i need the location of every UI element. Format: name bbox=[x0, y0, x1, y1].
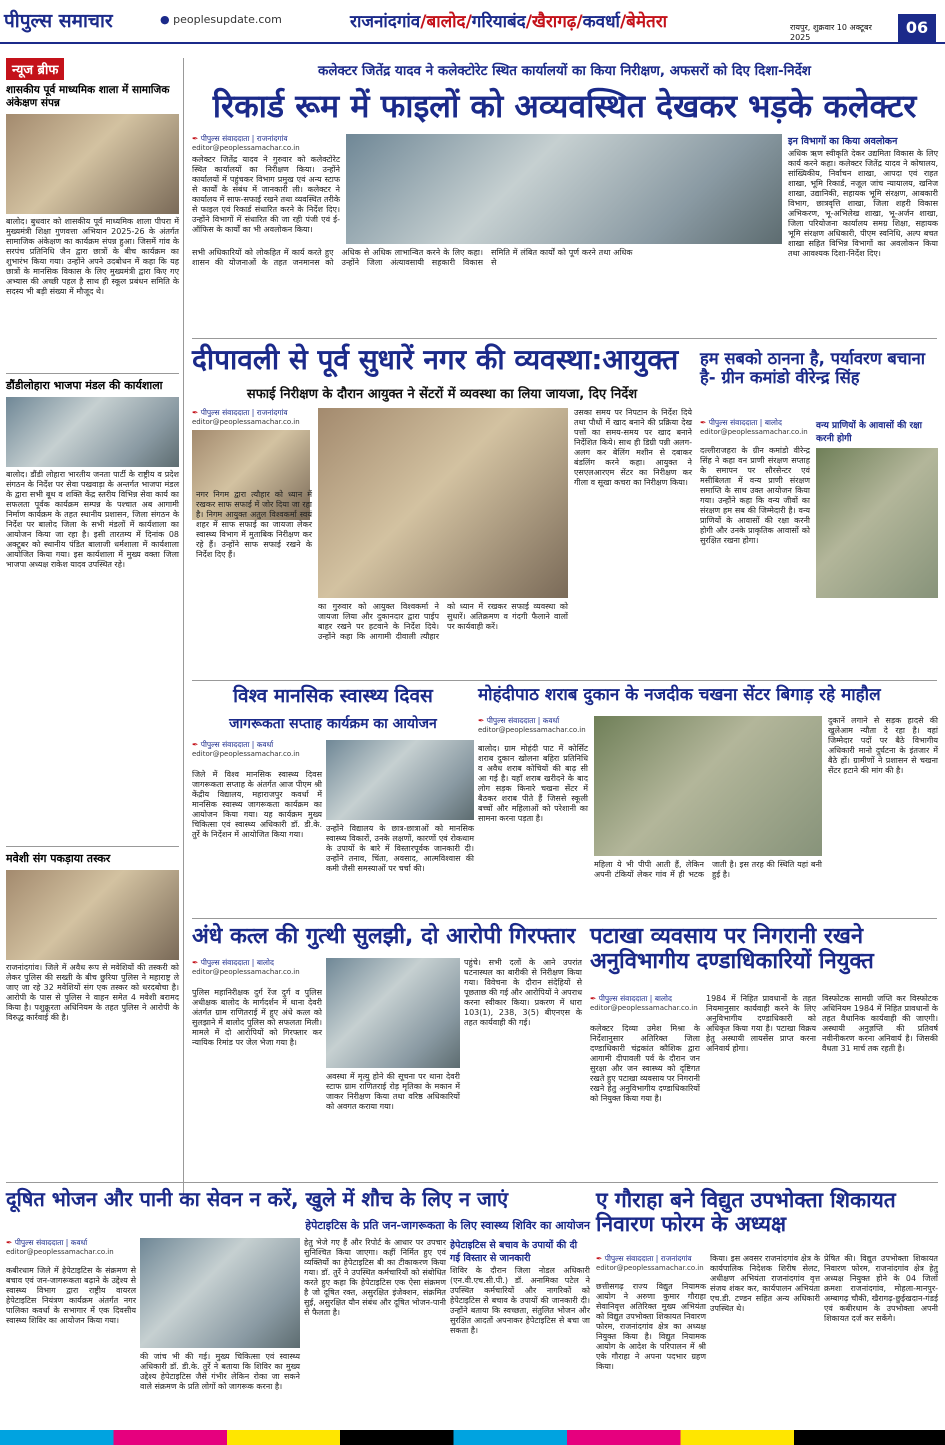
story8-email: editor@peoplessamachar.co.in bbox=[6, 1248, 114, 1256]
story1-side bbox=[788, 134, 938, 334]
district-list: राजनांदगांव/बालोद/गरियाबंद/खैरागढ़/कवर्धा/बेमेतरा bbox=[350, 12, 668, 32]
story5-body: बालोद। ग्राम मोहंदी पाट में कोर्सिट शराब दुकान खोलना बहिरा प्रतिनिधि व अवैध शराब कोचियों की बाढ़ सी आ गई है। यहाँ शराब खरीदने के बाद लोग सड़क किनारे चखना सेंटर में बैठकर शराब पीते हैं जिससे स्कूली बच्चों और महिलाओं को परेशानी का सामना करना पड़ता है। bbox=[478, 744, 588, 823]
brief-1-photo bbox=[6, 114, 179, 214]
story8-photo bbox=[140, 1238, 300, 1348]
story2-email: editor@peoplessamachar.co.in bbox=[192, 418, 300, 426]
story2-caption: का गुरुवार को आयुक्त विश्वकर्मा ने जायजा लिया और दुकानदार द्वारा पाईप बाहर रखने पर हटवाने के निर्देश दिये। उन्होंने कहा कि आगामी दीवाली त्यौहार को ध्यान में रखकर सफाई व्यवस्था को सुधारें। अतिक्रमण व गंदगी फैलाने वालों पर कार्यवाही करें। bbox=[318, 602, 568, 641]
story5-side: दुकानें लगाने से सड़क हादसे की खुलेआम न्यौता दे रहा है। वहां जिम्मेदार पदों पर बैठे विभागीय अधिकारी मानो दुर्घटना के इंतजार में बैठे हों। ग्रामीणों ने प्रशासन से चखना सेंटर हटाने की मांग की है। bbox=[828, 716, 938, 775]
story4-body2: उन्होंने विद्यालय के छात्र-छात्राओं को मानसिक स्वास्थ्य विकारों, उनके लक्षणों, कारणों एवं रोकथाम के उपायों के बारे में विस्तारपूर्वक जानकारी दी। उन्होंने तनाव, चिंता, अवसाद, आत्मविश्वास की कमी जैसी समस्याओं पर चर्चा की। bbox=[326, 824, 474, 873]
story3-side bbox=[816, 418, 938, 678]
story4-headline[interactable]: विश्व मानसिक स्वास्थ्य दिवस bbox=[233, 685, 433, 707]
story2-body2: उसका समय पर निपटान के निर्देश दिये तथा पौधों में खाद बनाने की प्रक्रिया देख पत्तों का समय-समय पर खाद बनाने निर्देशित किये। साथ ही डिग्री पन्नी अलग-अलग कर बेलिंग मशीन से दबाकर बंडलिंग करने कहा। आयुक्त ने एसएलआरएम सेंटर का निरीक्षण कर गीला व सूखा कचरा का निरीक्षण किया। bbox=[574, 408, 692, 487]
district-balod: बालोद bbox=[426, 12, 466, 32]
story9-email: editor@peoplessamachar.co.in bbox=[596, 1264, 704, 1272]
story7-headline[interactable]: पटाखा व्यवसाय पर निगरानी रखने अनुविभागीय दण्डाधिकारियों नियुक्त bbox=[590, 924, 874, 975]
story5-email: editor@peoplessamachar.co.in bbox=[478, 726, 586, 734]
story1-headline[interactable]: रिकार्ड रूम में फाइलों को अव्यवस्थित देखकर भड़के कलेक्टर bbox=[212, 87, 917, 125]
story3-byline-block bbox=[700, 418, 810, 442]
story2-headline[interactable]: दीपावली से पूर्व सुधारें नगर की व्यवस्था:आयुक्त bbox=[192, 343, 679, 376]
district-bemetara: बेमेतरा bbox=[626, 12, 668, 32]
story6-headline[interactable]: अंधे कत्ल की गुत्थी सुलझी, दो आरोपी गिरफ्तार bbox=[192, 924, 576, 949]
story2-photo bbox=[318, 408, 568, 598]
story1-kicker: कलेक्टर जितेंद्र यादव ने कलेक्टोरेट स्थित कार्यालयों का किया निरीक्षण, अफसरों को दिए दिशा-निर्देश bbox=[318, 63, 811, 79]
story4-email: editor@peoplessamachar.co.in bbox=[192, 750, 300, 758]
story3-body: दल्लीराजहरा के ग्रीन कमांडो वीरेन्द्र सिंह ने कहा वन प्राणी संरक्षण सप्ताह के समापन पर सौरसेन्टर एवं मसीबिलता में वन्य प्राणी संरक्षण समाप्ति के साथ उक्त आयोजन किया गया। उन्होंने कहा कि वन्य जीवों का संरक्षण हम सब की जिम्मेदारी है। वन्य प्राणियों के आवासों की रक्षा करनी होगी और उनके प्राकृतिक आवासों को सुरक्षित रखना होगा। bbox=[700, 446, 810, 545]
story2-body1: नगर निगम द्वारा त्यौहार को ध्यान में रखकर साफ सफाई में जोर दिया जा रहा है। निगम आयुक्त अतुल विश्वकर्मा स्वयं शहर में साफ सफाई का जायजा लेकर स्वास्थ्य विभाग में मुताबिक निरीक्षण कर रहे हैं। उन्होंने साफ सफाई रखने के निर्देश दिए हैं। bbox=[196, 490, 312, 559]
story4-byline: ✒ पीपुल्स संवाददाता | कवर्धा bbox=[192, 740, 274, 749]
story8-byline-block bbox=[6, 1238, 136, 1264]
story8-subhead: हेपेटाइटिस के प्रति जन-जागरूकता के लिए स्वास्थ्य शिविर का आयोजन bbox=[305, 1219, 590, 1232]
story7-body2: 1984 में निहित प्रावधानों के तहत नियमानुसार कार्यवाही करने के लिए अनुविभागीय दण्डाधिकारी को अधिकृत किया गया है। पटाखा विक्रय हेतु अस्थायी लायसेंस प्राप्त करना अनिवार्य होगा। bbox=[706, 994, 816, 1053]
story1-byline: ✒ पीपुल्स संवाददाता | राजनांदगांव bbox=[192, 134, 288, 143]
story1-side-body: अधिक ऋण स्वीकृति देकर उद्यमिता विकास के लिए कार्य करने कहा। कलेक्टर जितेंद्र यादव ने कोषालय, सांख्यिकीय, निर्वाचन शाखा, आपदा एवं राहत शाखा, भूमि रिकार्ड, नजूल जांच न्यायालय, खनिज शाखा, उद्यानिकी, सहायक भूमि संरक्षण, आबकारी विभाग, छात्रवृत्ति शाखा, जिला शहरी विकास अभिकरण, भू-अभिलेख शाखा, भू-अर्जन शाखा, जिला परियोजना कार्यालय समग्र शिक्षा, सहायक भूमि संरक्षण अधिकारी, पीएम स्वनिधि, अल्प बचत शाखा सहित विभिन्न विभागों का अवलोकन किया तथा आवश्यक दिशा-निर्देश दिए। bbox=[788, 149, 938, 258]
brief-1-headline[interactable]: शासकीय पूर्व माध्यमिक शाला में सामाजिक अंकेक्षण संपन्न bbox=[6, 84, 170, 109]
story2-subhead: सफाई निरीक्षण के दौरान आयुक्त ने सेंटरों में व्यवस्था का लिया जायजा, दिए निर्देश bbox=[246, 387, 638, 402]
story1-side-heading: इन विभागों का किया अवलोकन bbox=[788, 136, 898, 147]
story3-headline[interactable]: हम सबको ठानना है, पर्यावरण बचाना है- ग्रीन कमांडो वीरेन्द्र सिंह bbox=[700, 349, 926, 387]
brief-2-photo bbox=[6, 397, 179, 467]
district-rajnandgaon: राजनांदगांव bbox=[350, 12, 421, 32]
globe-icon: ● bbox=[160, 13, 170, 26]
story5-byline-block bbox=[478, 716, 588, 742]
news-brief-column bbox=[6, 58, 184, 1198]
news-brief-tag: न्यूज ब्रीफ bbox=[6, 58, 64, 80]
divider bbox=[192, 918, 937, 919]
story4-subhead: जागरूकता सप्ताह कार्यक्रम का आयोजन bbox=[229, 716, 437, 732]
story6-body2: पहुंचे। सभी दलों के आने उपरांत घटनास्थल का बारीकी से निरीक्षण किया गया। विवेचना के दौरान संदेहियों से पूछताछ की गई और आरोपियों ने अपराध करना स्वीकार किया। प्रकरण में धारा 103(1), 238, 3(5) बीएनएस के तहत कार्यवाही की गई। bbox=[464, 958, 582, 1027]
masthead bbox=[0, 0, 945, 44]
story8-side-body: शिविर के दौरान जिला नोडल अधिकारी (एन.वी.एच.सी.पी.) डॉ. अनामिका पटेल ने उपस्थित कर्मचारियों और नागरिकों को हेपेटाइटिस से बचाव के उपायों की जानकारी दी। उन्होंने बताया कि स्वच्छता, संतुलित भोजन और सुरक्षित आदतों अपनाकर हेपेटाइटिस से बचा जा सकता है। bbox=[450, 1266, 590, 1335]
story4-photo bbox=[326, 740, 474, 820]
brief-3-body: राजनांदगांव। जिले में अवैध रूप से मवेशियों की तस्करी को लेकर पुलिस की सख्ती के बीच छुरिया पुलिस ने महाराष्ट्र ले जाए जा रहे 32 मवेशियों संग एक तस्कर को धरदबोचा है। आरोपी के पास से पुलिस ने वाहन समेत 4 मवेशी बरामद किया है। पशुक्रूरता अधिनियम के तहत पुलिस ने आरोपी के विरुद्ध कार्रवाई की है। bbox=[6, 963, 179, 1022]
story8-side bbox=[450, 1238, 590, 1426]
story1-caption: सभी अधिकारियों को लोकहित में कार्य करते हुए शासन की योजनाओं के तहत जनमानस को अधिक से अधिक लाभान्वित करने के लिए कहा। उन्होंने जिला अंत्यावसायी सहकारी विकास समिति में लंबित कार्यों को पूर्ण करने तथा अधिक से bbox=[192, 248, 633, 267]
story8-headline[interactable]: दूषित भोजन और पानी का सेवन न करें, खुले में शौच के लिए न जाएं bbox=[6, 1187, 509, 1211]
story5-photo bbox=[594, 716, 822, 856]
brief-2-body: बालोद। डौंडी लोहारा भारतीय जनता पार्टी के राष्ट्रीय व प्रदेश संगठन के निर्देश पर सेवा पखवाड़ा के अन्तर्गत भाजपा मंडल के द्वारा सभी बूथ व शक्ति केंद्र स्तरीय विभिन्न सेवा कार्य का सफलता पूर्वक कार्यक्रम सम्पन्न के पश्चात अब आगामी निर्माण कार्यक्रम के तहत स्थानीय प्रशासन, जिला संगठन के निर्देश पर बालोद जिला के सभी मंडलों में कार्यशाला का आयोजन किया जा रहा है। इसी तारतम्य में दिनांक 08 अक्टूबर को स्थानीय पंडित बालाजी धर्मशाला में कार्यशाला आयोजित किया गया। इस कार्यशाला में मुख्य वक्ता जिला भाजपा अध्यक्ष राकेश यादव उपस्थित रहे। bbox=[6, 470, 179, 569]
brief-2-headline[interactable]: डौंडीलोहारा भाजपा मंडल की कार्यशाला bbox=[6, 373, 179, 393]
story1-photo bbox=[346, 134, 782, 244]
story5-byline: ✒ पीपुल्स संवाददाता | कवर्धा bbox=[478, 716, 560, 725]
story9-byline-block bbox=[596, 1254, 706, 1280]
story7-byline: ✒ पीपुल्स संवाददाता | बालोद bbox=[590, 994, 672, 1003]
brief-3-headline[interactable]: मवेशी संग पकड़ाया तस्कर bbox=[6, 846, 179, 866]
story3-byline: ✒ पीपुल्स संवाददाता | बालोद bbox=[700, 418, 782, 427]
story9-body2: किया। इस अवसर राजनांदगांव क्षेत्र के कार्यपालिक निदेशक शिरीष सेलट, अधीक्षण अभियंता राजनांदगांव वृत्त संजय शंकर कर, कार्यपालन अभियंता एच.डी. टण्डन सहित अन्य अधिकारी उपस्थित थे। bbox=[710, 1254, 820, 1313]
page-number: 06 bbox=[898, 14, 936, 42]
site-url-text: peoplesupdate.com bbox=[173, 13, 282, 26]
district-khairagarh: खैरागढ़ bbox=[531, 12, 577, 32]
story3-email: editor@peoplessamachar.co.in bbox=[700, 428, 808, 436]
story9-byline: ✒ पीपुल्स संवाददाता | राजनांदगांव bbox=[596, 1254, 692, 1263]
story3-photo bbox=[816, 448, 938, 598]
district-gariyaband: गरियाबंद bbox=[471, 12, 526, 32]
story6-photo bbox=[326, 958, 460, 1068]
story9-headline[interactable]: ए गौराहा बने विद्युत उपभोक्ता शिकायत निवारण फोरम के अध्यक्ष bbox=[596, 1188, 896, 1237]
story6-byline-block bbox=[192, 958, 322, 984]
story7-byline-block bbox=[590, 994, 700, 1020]
color-registration-bar bbox=[0, 1430, 945, 1445]
story8-side-heading: हेपेटाइटिस से बचाव के उपायों की दी गई विस्तार से जानकारी bbox=[450, 1240, 578, 1264]
divider bbox=[6, 1182, 938, 1183]
story1-text-col bbox=[192, 134, 340, 244]
story9-body3: प्रेषित की। विद्युत उपभोक्ता शिकायत निवारण फोरम, राजनांदगांव क्षेत्र हेतु अध्यक्ष नियुक्त होने के 04 जिलों क्रमशः राजनांदगांव, मोहला-मानपुर-अम्बागढ़ चौकी, खैरागढ़-छुईखदान-गंडई एवं कबीरधाम के उपभोक्ता अपनी शिकायत दर्ज कर सकेंगे। bbox=[824, 1254, 938, 1323]
story6-caption: अवस्था में मृत्यु होने की सूचना पर थाना देवरी स्टाफ ग्राम राणितराई रोड़ मृतिका के मकान में जाकर निरीक्षण किया तथा वरिष्ठ अधिकारियों को अवगत कराया गया। bbox=[326, 1072, 460, 1111]
story5-caption: महिला ये भी पीपी आती हैं, लेकिन अपनी टंकियों लेकर गांव में ही भटक जाती है। इस तरह की स्थिति यहां बनी हुई है। bbox=[594, 860, 822, 879]
story2-byline: ✒ पीपुल्स संवाददाता | राजनांदगांव bbox=[192, 408, 288, 417]
story4-byline-block bbox=[192, 740, 322, 766]
story7-email: editor@peoplessamachar.co.in bbox=[590, 1004, 698, 1012]
story7-body3: विस्फोटक सामग्री जप्ति कर विस्फोटक अधिनियम 1984 में निहित प्रावधानों के तहत वैधानिक कार्यवाही की जाएगी। अस्थायी अनुज्ञप्ति की प्रतिवर्ष नवीनीकरण करना अनिवार्य है। जिसकी वैधता 31 मार्च तक रहती है। bbox=[822, 994, 938, 1053]
story4-body: जिले में विश्व मानसिक स्वास्थ्य दिवस जागरूकता सप्ताह के अंतर्गत आज पीएम श्री केंद्रीय विद्यालय, महाराजपुर कवर्धा में मानसिक स्वास्थ्य जागरूकता कार्यक्रम का आयोजन किया गया। यह कार्यक्रम मुख्य चिकित्सा एवं स्वास्थ्य अधिकारी डॉ. डी.के. तुर्रे के निर्देशन में आयोजित किया गया। bbox=[192, 770, 322, 839]
story6-email: editor@peoplessamachar.co.in bbox=[192, 968, 300, 976]
story5-headline[interactable]: मोहंदीपाठ शराब दुकान के नजदीक चखना सेंटर बिगाड़ रहे माहौल bbox=[478, 685, 881, 705]
site-url[interactable] bbox=[160, 13, 310, 33]
story8-body2: हेतु भेजे गए हैं और रिपोर्ट के आधार पर उपचार सुनिश्चित किया जाएगा। कहीं निर्मित हुए एवं व्यक्तियों का हेपेटाइटिस बी का टीकाकरण किया गया। डॉ. तुर्रे ने उपस्थित कर्मचारियों को संबोधित करते हुए कहा कि हेपेटाइटिस एक ऐसा संक्रमण है जो दूषित रक्त, असुरक्षित इंजेक्शन, संक्रमित सुई, असुरक्षित यौन संबंध और दूषित भोजन-पानी से फैलता है। bbox=[304, 1238, 446, 1317]
story8-body: कबीरधाम जिले में हेपेटाइटिस के संक्रमण से बचाव एवं जन-जागरूकता बढ़ाने के उद्देश्य से स्वास्थ्य विभाग द्वारा राष्ट्रीय वायरल हेपेटाइटिस नियंत्रण कार्यक्रम अंतर्गत नगर पालिका कवर्धा के सभागार में एक दिवसीय स्वास्थ्य शिविर का आयोजन किया गया। bbox=[6, 1266, 136, 1325]
district-kawardha: कवर्धा bbox=[582, 12, 620, 32]
story7-body: कलेक्टर दिव्या उमेश मिश्रा के निर्देशानुसार अतिरिक्त जिला दण्डाधिकारी चंद्रकांत कौशिक द्वारा आगामी दीपावली पर्व के दौरान जन सुरक्षा और जन स्वास्थ्य को दृष्टिगत रखते हुए पटाखा व्यवसाय पर निगरानी रखने हेतु अनुविभागीय दण्डाधिकारियों को नियुक्त किया गया है। bbox=[590, 1024, 700, 1103]
brief-3-photo bbox=[6, 870, 179, 960]
story8-caption: की जांच भी की गई। मुख्य चिकित्सा एवं स्वास्थ्य अधिकारी डॉ. डी.के. तुर्रे ने बताया कि शिविर का मुख्य उद्देश्य हेपेटाइटिस जैसे गंभीर लेकिन रोका जा सकने वाले संक्रमण के प्रति लोगों को जागरूक करना है। bbox=[140, 1352, 300, 1391]
story9-body: छत्तीसगढ़ राज्य विद्युत नियामक आयोग ने अरुणा कुमार गौराहा सेवानिवृत्त अतिरिक्त मुख्य अभियंता को विद्युत उपभोक्ता शिकायत निवारण फोरम, राजनांदगांव क्षेत्र का अध्यक्ष नियुक्त किया है। विद्युत नियामक आयोग के आदेश के परिपालन में श्री एके गौराहा ने अपना पदभार ग्रहण किया। bbox=[596, 1282, 706, 1371]
brand-logo[interactable]: पीपुल्स समाचार bbox=[4, 10, 113, 32]
story6-byline: ✒ पीपुल्स संवाददाता | बालोद bbox=[192, 958, 274, 967]
story3-side-heading: वन्य प्राणियों के आवासों की रक्षा करनी होगी bbox=[816, 421, 922, 444]
story8-byline: ✒ पीपुल्स संवाददाता | कवर्धा bbox=[6, 1238, 88, 1247]
divider bbox=[192, 338, 937, 339]
story1-email: editor@peoplessamachar.co.in bbox=[192, 144, 300, 152]
story6-body: पुलिस महानिरीक्षक दुर्ग रेंज दुर्ग व पुलिस अधीक्षक बालोद के मार्गदर्शन में थाना देवरी अंतर्गत ग्राम राणितराई में हुए अंधे कत्ल को सुलझाने में बालोद पुलिस को सफलता मिली। मामले में दो आरोपियों को गिरफ्तार कर न्यायिक रिमांड पर जेल भेजा गया है। bbox=[192, 988, 322, 1047]
divider bbox=[192, 680, 937, 681]
brief-1-body: बालोद। बुधवार को शासकीय पूर्व माध्यमिक शाला पीपरा में मुख्यमंत्री शिक्षा गुणवत्ता अभियान 2025-26 के अंतर्गत सामाजिक अंकेक्षण का कार्यक्रम संपन्न हुआ। जिसमें गांव के सरपंच प्रतिनिधि जैन द्वारा छात्रों के बीच कार्यक्रम का शुभारंभ किया गया। उन्होंने अपने उदबोधन में कहा कि यह छात्रों के मानसिक विकास के लिए मुख्यमंत्री द्वारा किए गए अभ्यास की अच्छी पहल है साथ ही स्कूल प्रबंधन समिति के सदस्य भी बड़ी संख्या में मौजूद थे। bbox=[6, 217, 179, 296]
dateline: रायपुर, शुक्रवार 10 अक्टूबर 2025 bbox=[790, 23, 872, 42]
story1-body: कलेक्टर जितेंद्र यादव ने गुरुवार को कलेक्टोरेट स्थित कार्यालयों का निरीक्षण किया। उन्होंने कार्यालयों में पहुंचकर विभाग प्रमुख एवं अन्य स्टाफ से कार्यों के संबंध में जानकारी ली। कलेक्टर ने कार्यालय में साफ-सफाई रखने तथा व्यवस्थित तरीके से फाइल एवं रिकार्ड संधारित करने के निर्देश दिए। उन्होंने विभागों में संधारित की जा रही पंजी एवं ई-ऑफिस के कार्यों का भी अवलोकन किया। bbox=[192, 155, 340, 234]
